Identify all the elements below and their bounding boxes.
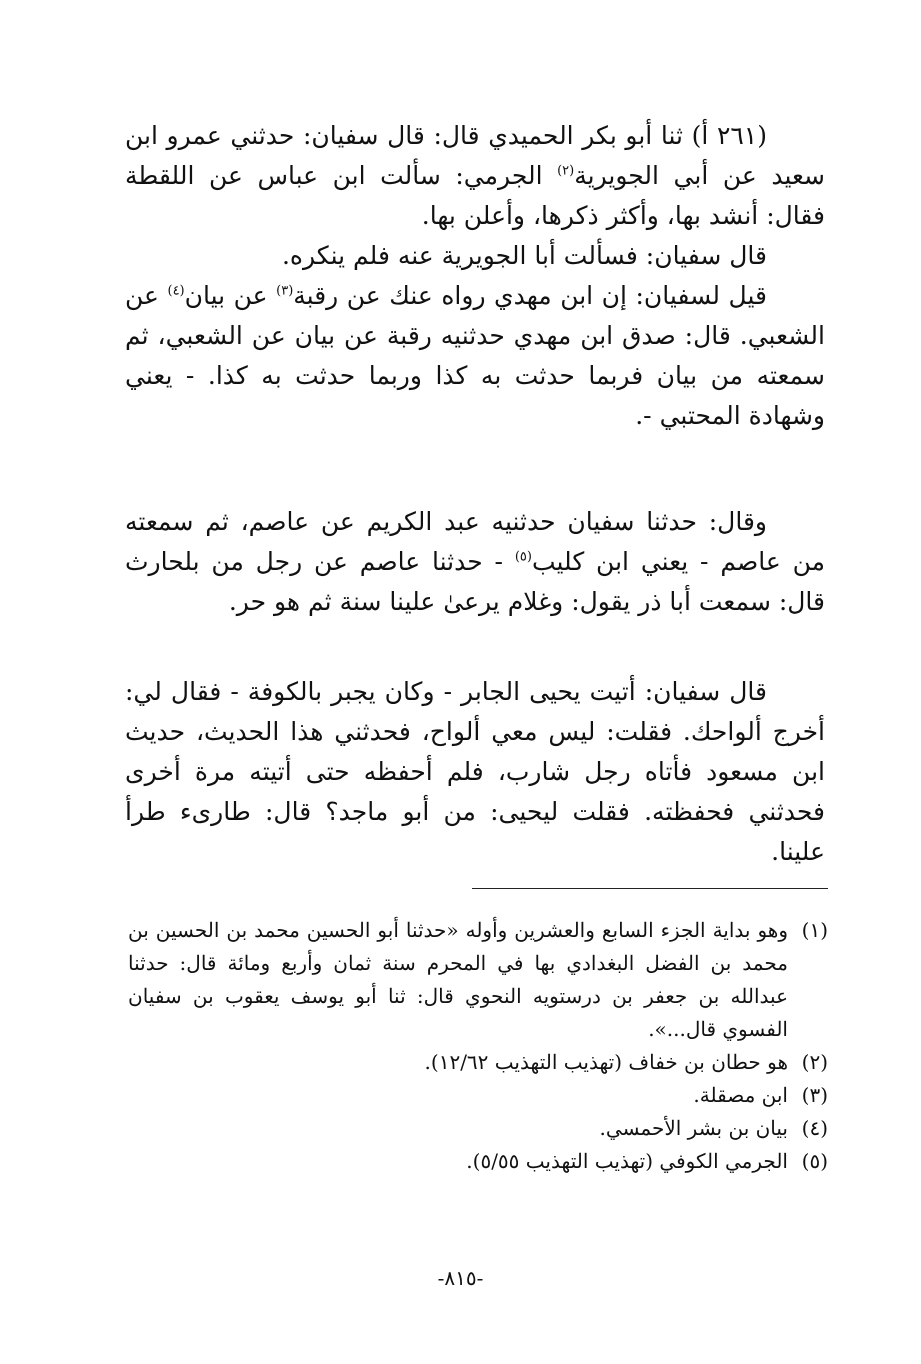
- hadith-261-paragraph: [125, 116, 825, 236]
- footnote-text: الجرمي الكوفي (تهذيب التهذيب ٥/٥٥).: [466, 1149, 788, 1173]
- footnote-2: [128, 1046, 828, 1079]
- footnote-ref-2[interactable]: (٢): [557, 163, 575, 179]
- hadith-261-line1: (٢٦١ أ) ثنا أبو بكر الحميدي قال: قال سفيان: حدثني عمرو ابن: [125, 121, 767, 150]
- footnote-number: (٣): [801, 1083, 828, 1107]
- footnote-1: [128, 914, 828, 1046]
- footnote-ref-5[interactable]: (٥): [514, 549, 532, 565]
- footnotes-section: [128, 914, 828, 1178]
- footnote-ref-3[interactable]: (٣): [276, 283, 294, 299]
- footnote-4: [128, 1112, 828, 1145]
- wa-qala-part2: - حدثنا عاصم عن رجل من بلحارث قال: سمعت أبا ذر يقول: وغلام يرعىٰ علينا سنة ثم هو حر.: [125, 547, 825, 616]
- footnote-number: (٢): [801, 1050, 828, 1074]
- yahya-al-jabir-paragraph: قال سفيان: أتيت يحيى الجابر - وكان يجبر بالكوفة - فقال لي: أخرج ألواحك. فقلت: ليس معي ألواح، فحدثني هذا الحديث، حديث ابن مسعود فأتاه رجل شارب، فلم أحفظه حتى أتيته مرة أخرى فحدثني فحفظته. فقلت ليحيى: من أبو ماجد؟ قال: طارىء طرأ علينا.: [125, 677, 825, 866]
- wa-qala-paragraph: [125, 502, 825, 622]
- footnote-3: [128, 1079, 828, 1112]
- hadith-261-line3: بها، وأكثر ذكرها، وأعلن بها.: [421, 201, 701, 230]
- qila-part3: عن الشعبي. قال: صدق ابن مهدي حدثنيه رقبة عن بيان عن الشعبي، ثم سمعته من بيان فربما حدثت به كذا وربما حدثت به كذا. - يعني وشهادة المحتبي -.: [125, 281, 825, 430]
- footnote-text: هو حطان بن خفاف (تهذيب التهذيب ١٢/٦٢).: [424, 1050, 788, 1074]
- footnote-number: (٥): [801, 1149, 828, 1173]
- hadith-261-line2b: الجرمي: سألت ابن عباس عن اللقطة فقال: أنشد: [125, 161, 825, 230]
- qila-part1: قيل لسفيان: إن ابن مهدي رواه عنك عن رقبة: [293, 281, 767, 310]
- hadith-261-line2a: سعيد عن أبي الجويرية: [574, 161, 825, 190]
- footnote-number: (٤): [801, 1116, 828, 1140]
- wa-qala-part1: وقال: حدثنا سفيان حدثنيه عبد الكريم عن عاصم، ثم سمعته من عاصم - يعني ابن كليب: [125, 507, 825, 576]
- footnote-text: وهو بداية الجزء السابع والعشرين وأوله «حدثنا أبو الحسين محمد بن الحسين بن محمد بن الفضل البغدادي بها في المحرم سنة ثمان وأربع ومائة قال: حدثنا عبدالله بن جعفر بن درستويه النحوي قال: ثنا أبو يوسف يعقوب بن سفيان الفسوي قال...».: [128, 918, 788, 1041]
- footnote-5: [128, 1145, 828, 1178]
- footnote-ref-4[interactable]: (٤): [167, 283, 185, 299]
- main-text-block-1: [125, 116, 825, 436]
- footnote-text: ابن مصقلة.: [693, 1083, 788, 1107]
- footnote-separator: [472, 888, 828, 889]
- sufyan-asked-paragraph: قال سفيان: فسألت أبا الجويرية عنه فلم ينكره.: [281, 241, 767, 270]
- footnote-number: (١): [801, 918, 828, 942]
- qila-part2: عن بيان: [184, 281, 277, 310]
- footnote-text: بيان بن بشر الأحمسي.: [599, 1116, 788, 1140]
- main-text-block-3: [125, 672, 825, 872]
- qila-li-sufyan-paragraph: [125, 276, 825, 436]
- main-text-block-2: [125, 502, 825, 622]
- page-number: -٨١٥-: [437, 1266, 484, 1290]
